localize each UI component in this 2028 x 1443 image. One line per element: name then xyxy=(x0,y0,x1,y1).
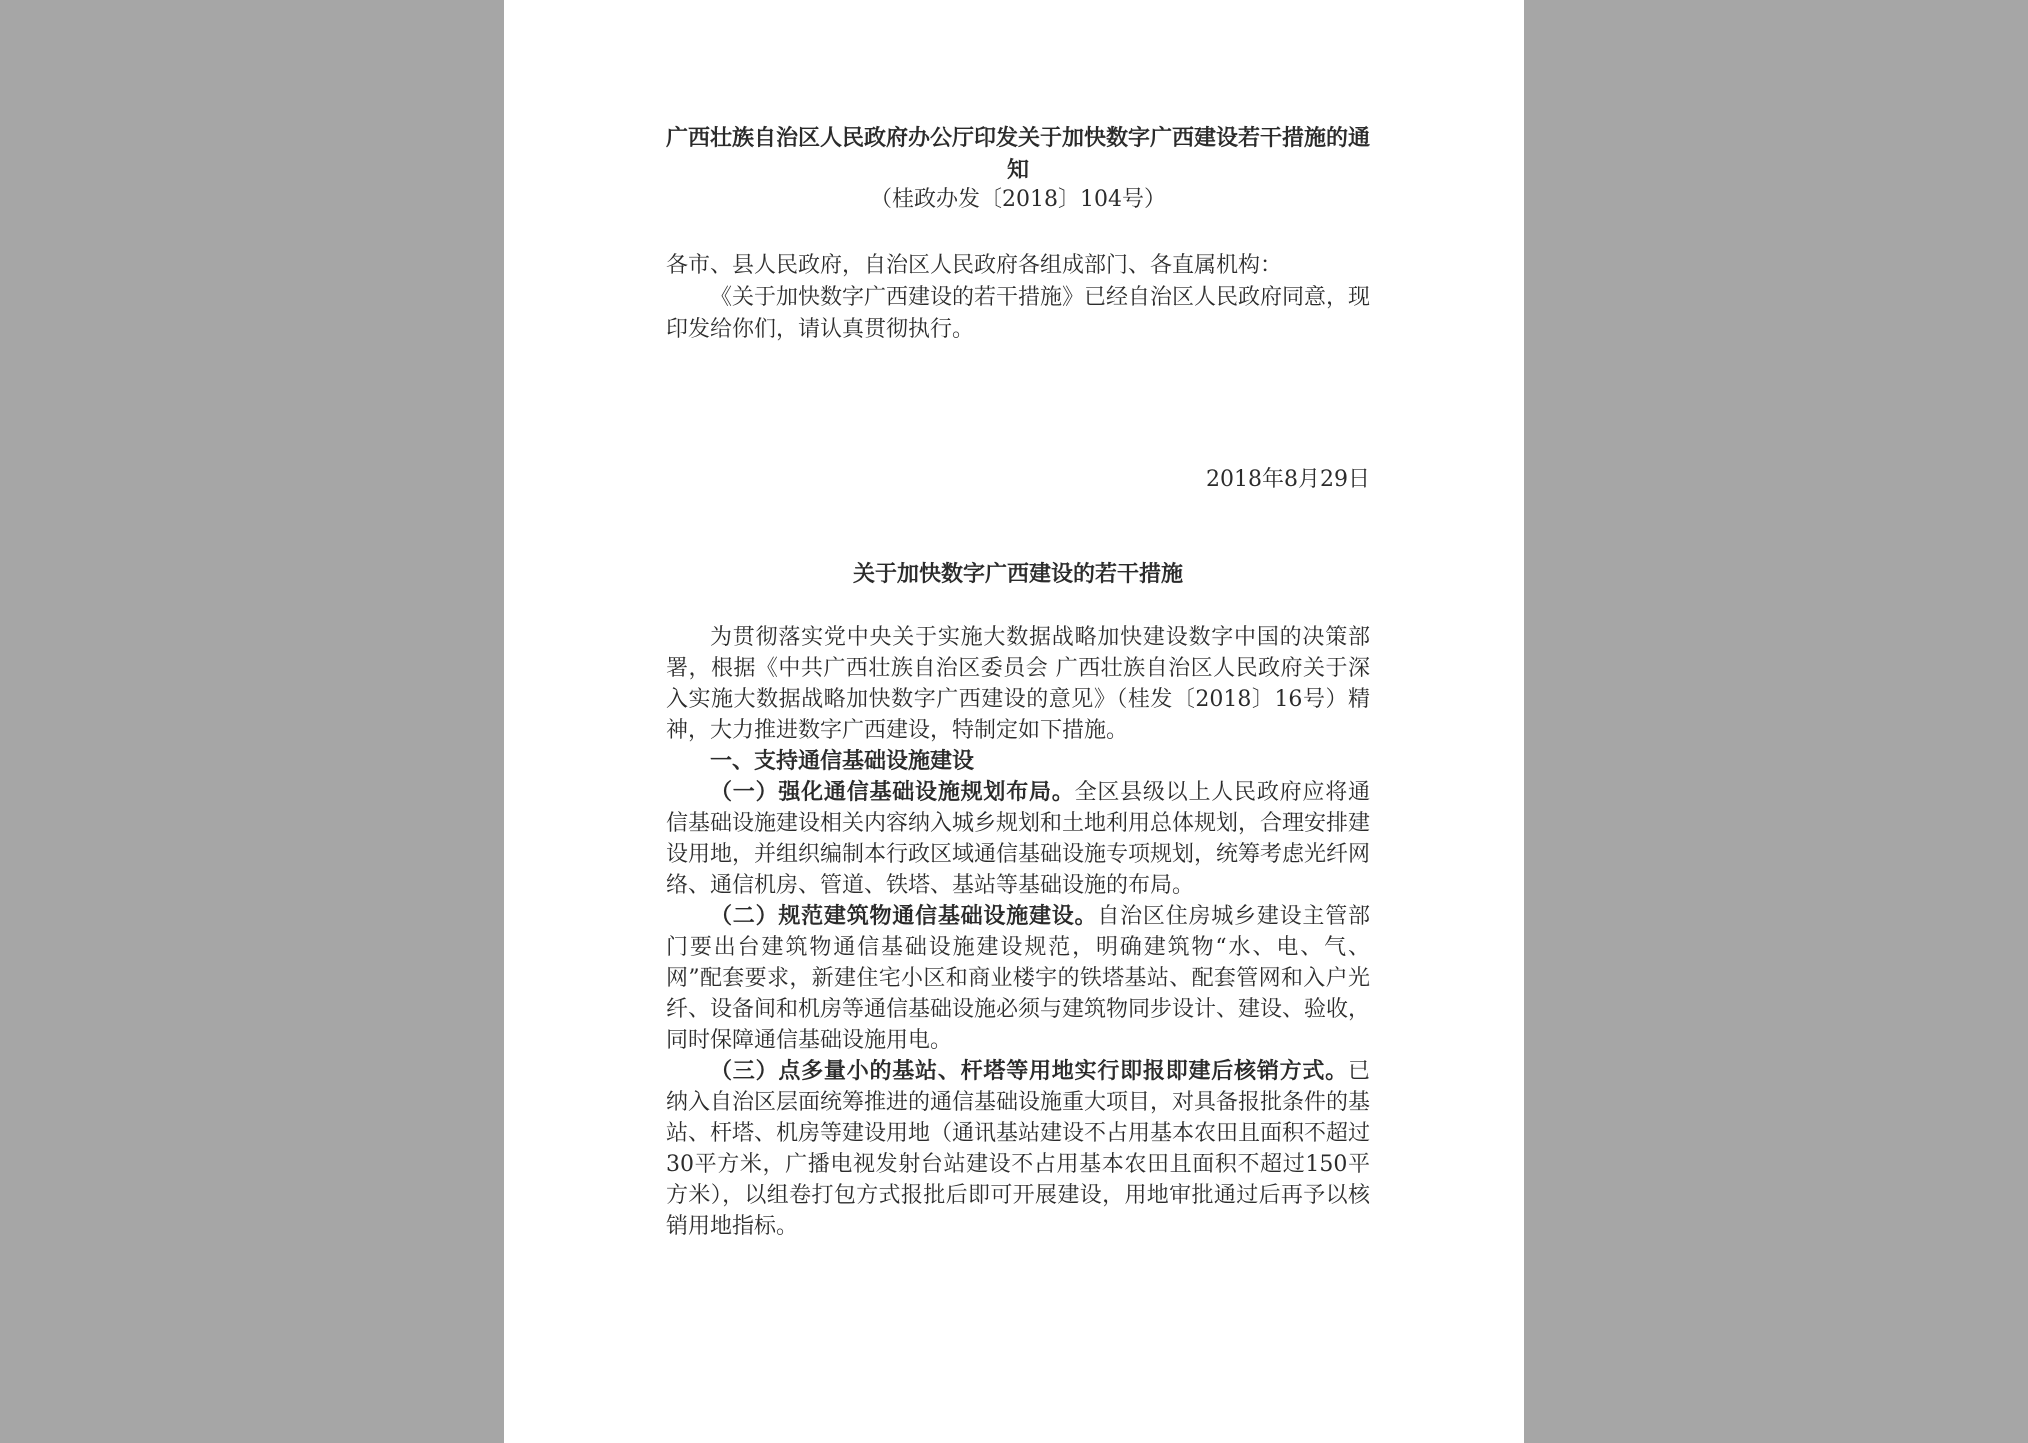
item-3-lead: （三）点多量小的基站、杆塔等用地实行即报即建后核销方式。 xyxy=(710,1058,1348,1084)
measures-title: 关于加快数字广西建设的若干措施 xyxy=(852,561,1183,587)
document-date: 2018年8月29日 xyxy=(1206,467,1370,492)
preamble-paragraph: 为贯彻落实党中央关于实施大数据战略加快建设数字中国的决策部署，根据《中共广西壮族自治区委员会 广西壮族自治区人民政府关于深入实施大数据战略加快数字广西建设的意见》（桂发〔2018〕16号）精神，大力推进数字广西建设，特制定如下措施。 xyxy=(666,625,1370,743)
document-title: 广西壮族自治区人民政府办公厅印发关于加快数字广西建设若干措施的通知 xyxy=(666,125,1371,183)
item-paragraph-1 xyxy=(666,777,1370,901)
item-paragraph-2 xyxy=(666,901,1370,1056)
item-paragraph-3 xyxy=(666,1056,1370,1242)
section-heading: 一、支持通信基础设施建设 xyxy=(710,748,975,774)
measures-body xyxy=(666,622,1370,1242)
document-number: （桂政办发〔2018〕104号） xyxy=(870,187,1166,212)
salutation: 各市、县人民政府，自治区人民政府各组成部门、各直属机构： xyxy=(666,253,1283,278)
item-3-text: 已纳入自治区层面统筹推进的通信基础设施重大项目，对具备报批条件的基站、杆塔、机房等建设用地（通讯基站建设不占用基本农田且面积不超过30平方米，广播电视发射台站建设不占用基本农田且面积不超过150平方米），以组卷打包方式报批后即可开展建设，用地审批通过后再予以核销用地指标。 xyxy=(666,1059,1371,1239)
item-1-text: 全区县级以上人民政府应将通信基础设施建设相关内容纳入城乡规划和土地利用总体规划，合理安排建设用地，并组织编制本行政区域通信基础设施专项规划，统筹考虑光纤网络、通信机房、管道、铁塔、基站等基础设施的布局。 xyxy=(666,780,1371,898)
item-2-text: 自治区住房城乡建设主管部门要出台建筑物通信基础设施建设规范，明确建筑物“水、电、气、网”配套要求，新建住宅小区和商业楼宇的铁塔基站、配套管网和入户光纤、设备间和机房等通信基础设施必须与建筑物同步设计、建设、验收，同时保障通信基础设施用电。 xyxy=(666,904,1371,1053)
document-page xyxy=(504,0,1524,1443)
item-1-lead: （一）强化通信基础设施规划布局。 xyxy=(710,779,1075,805)
item-2-lead: （二）规范建筑物通信基础设施建设。 xyxy=(710,903,1098,929)
intro-paragraph: 《关于加快数字广西建设的若干措施》已经自治区人民政府同意，现印发给你们，请认真贯彻执行。 xyxy=(666,285,1371,342)
